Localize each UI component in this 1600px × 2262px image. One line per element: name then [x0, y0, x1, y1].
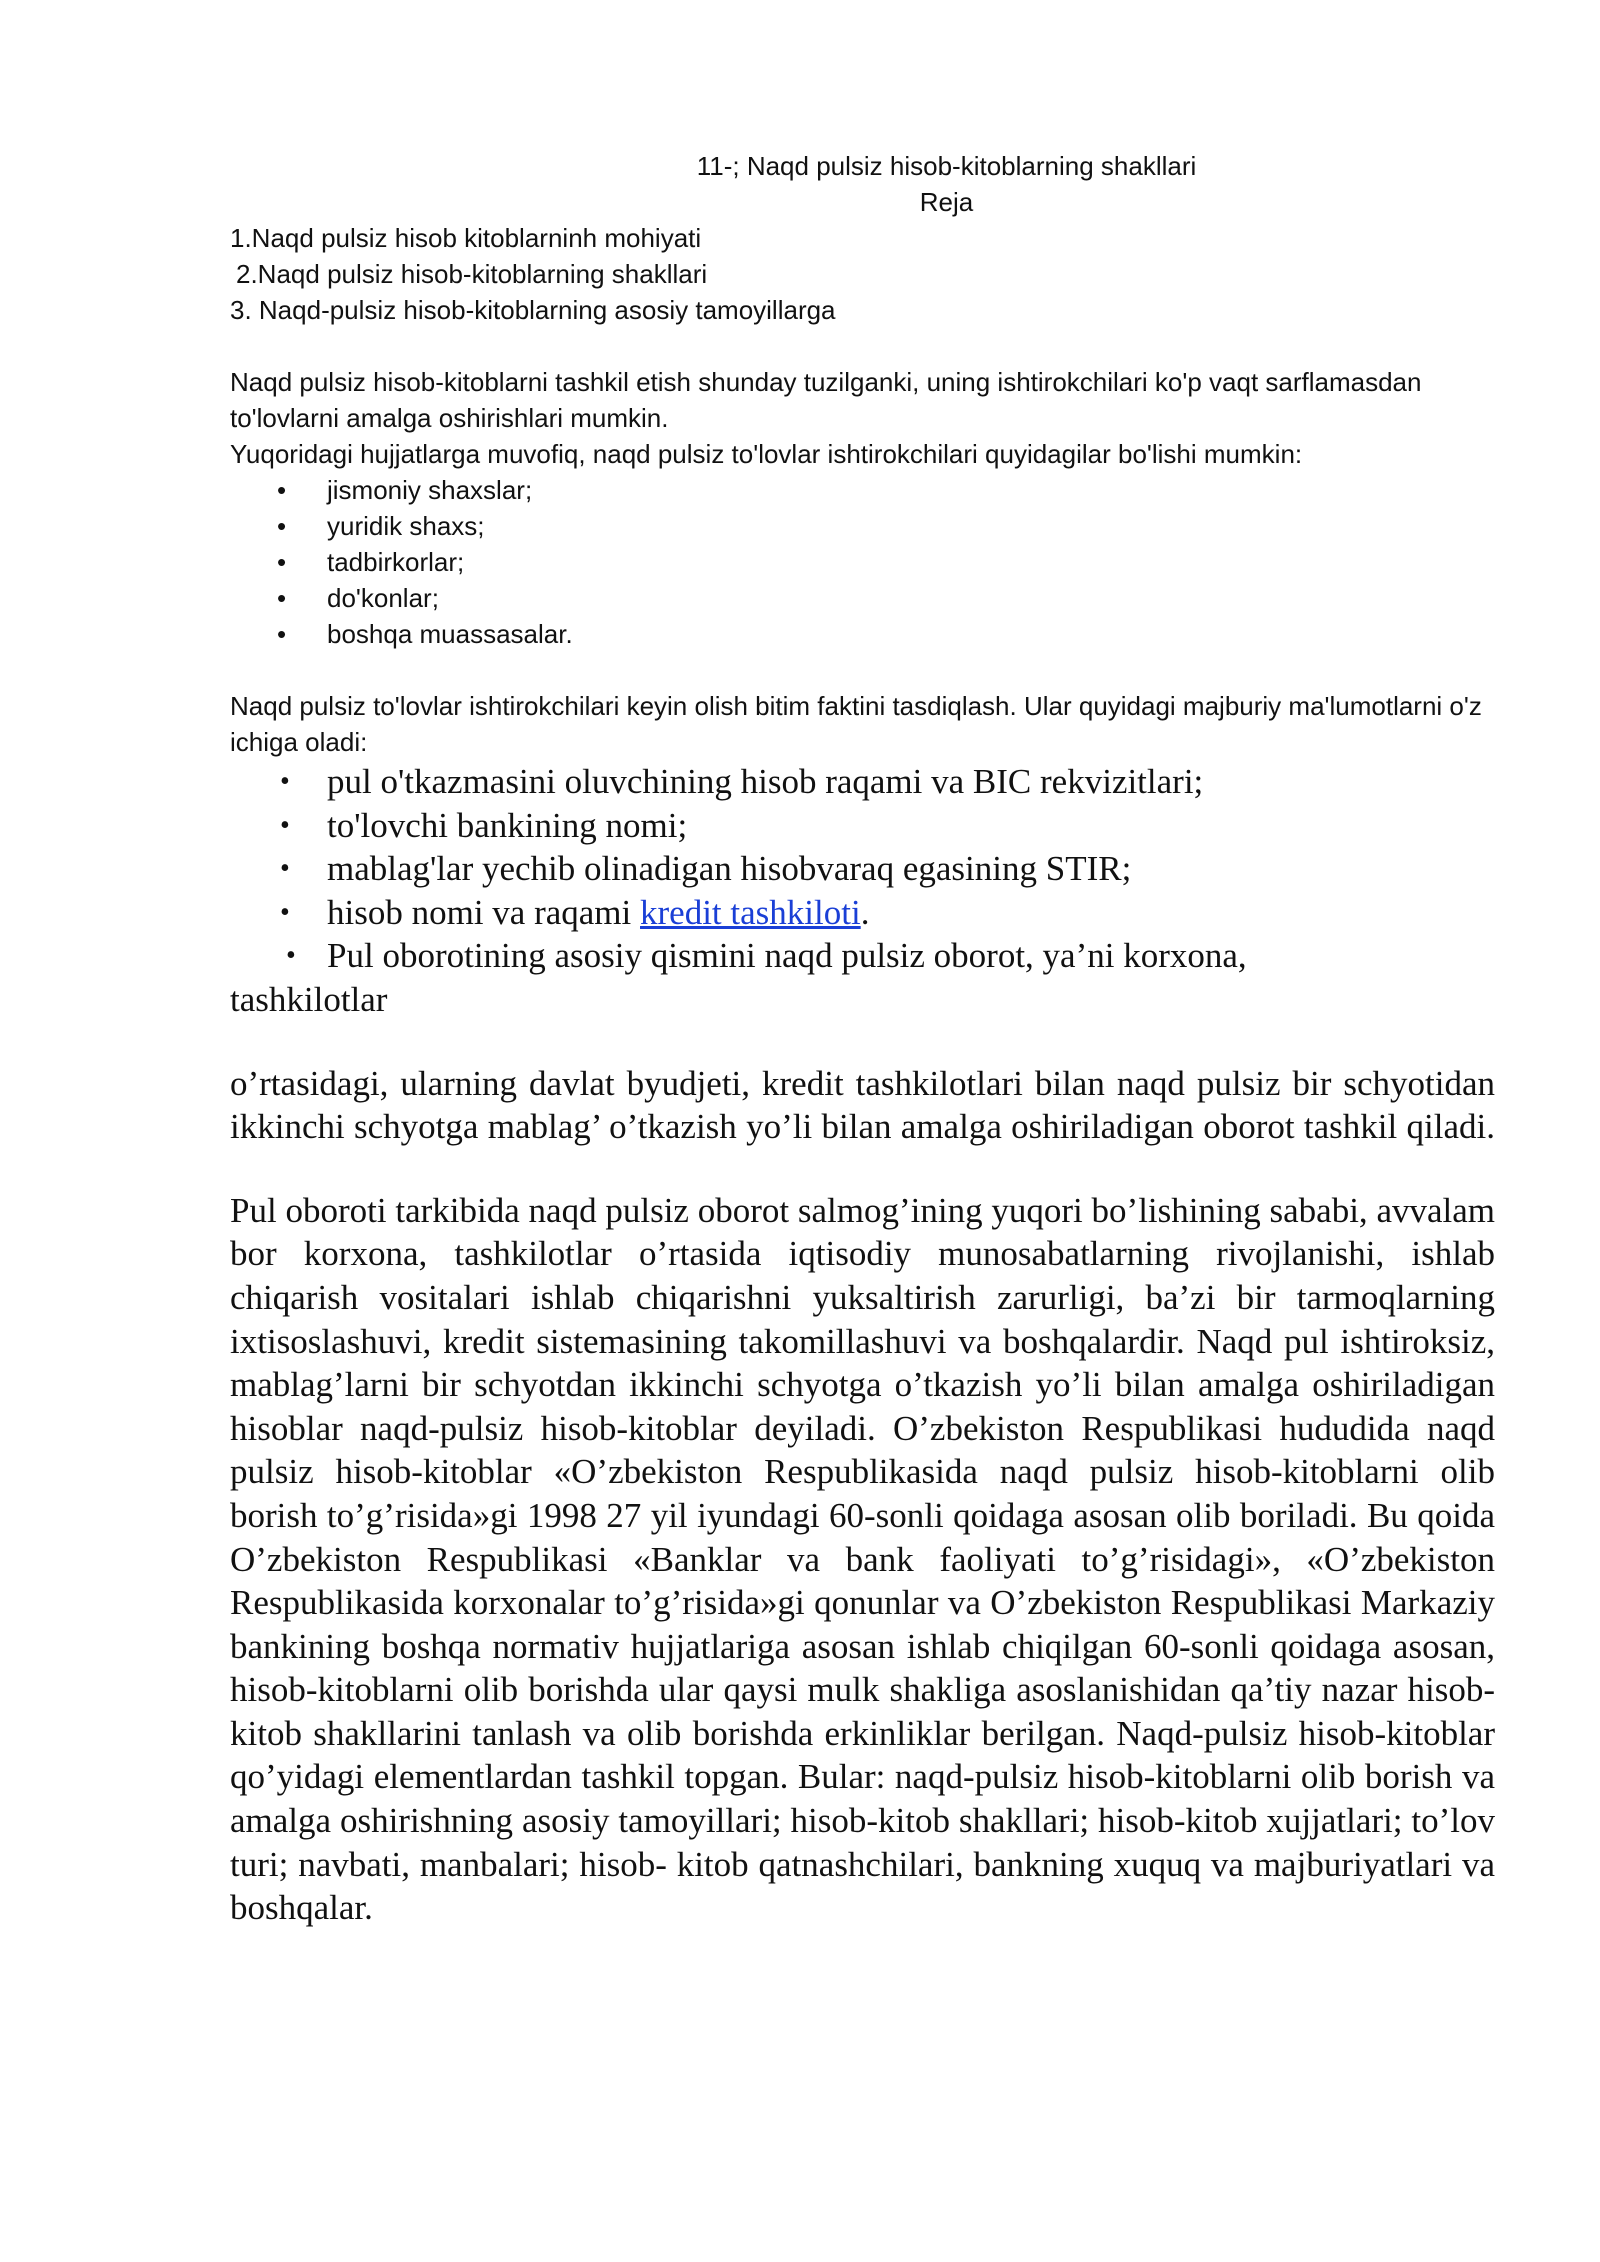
list-item: • boshqa muassasalar.	[230, 616, 1495, 652]
list-item-suffix: .	[860, 892, 870, 932]
participants-list	[230, 472, 1495, 652]
list-item: • do'konlar;	[230, 580, 1495, 616]
plan-item: 3. Naqd-pulsiz hisob-kitoblarning asosiy tamoyillarga	[230, 295, 836, 325]
list-item: • tadbirkorlar;	[230, 544, 1495, 580]
list-item: • mablag'lar yechib olinadigan hisobvaraq egasining STIR;	[230, 847, 1495, 891]
body-paragraph-1: o’rtasidagi, ularning davlat byudjeti, kredit tashkilotlari bilan naqd pulsiz bir schyotidan ikkinchi schyotga mablag’ o’tkazish yo’li bilan amalga oshiriladigan oborot tashkil qiladi.	[230, 1063, 1495, 1147]
intro-paragraph: Naqd pulsiz hisob-kitoblarni tashkil etish shunday tuzilganki, uning ishtirokchilari ko'p vaqt sarflamasdan to'lovlarni amalga oshirishlari mumkin.	[230, 367, 1422, 433]
body-paragraph-2: Pul oboroti tarkibida naqd pulsiz oborot salmog’ining yuqori bo’lishining sababi, avvalam bor korxona, tashkilotlar o’rtasida iqtisodiy munosabatlarning rivojlanishi, ishlab chiqarish vositalari ishlab chiqarishni yuksaltirish zarurligi, ba’zi bir tarmoqlarning ixtisoslashuvi, kredit sistemasining takomillashuvi va boshqalardir. Naqd pul ishtiroksiz, mablag’larni bir schyotdan ikkinchi schyotga o’tkazish yo’li bilan amalga oshiriladigan hisoblar naqd-pulsiz hisob-kitoblar deyiladi. O’zbekiston Respublikasi hududida naqd pulsiz hisob-kitoblar «O’zbekiston Respublikasida naqd pulsiz hisob-kitoblarni olib borish to’g’risida»gi 1998 27 yil iyundagi 60-sonli qoidaga asosan olib boriladi. Bu qoida O’zbekiston Respublikasi «Banklar va bank faoliyati to’g’risidagi», «O’zbekiston Respublikasida korxonalar to’g’risida»gi qonunlar va O’zbekiston Respublikasi Markaziy bankining boshqa normativ hujjatlariga asosan ishlab chiqilgan 60-sonli qoidaga asosan, hisob-kitoblarni olib borishda ular qaysi mulk shakliga asoslanishidan qa’tiy nazar hisob-kitob shakllarini tanlash va olib borishda erkinliklar berilgan. Naqd-pulsiz hisob-kitoblar qo’yidagi elementlardan tashkil topgan. Bular: naqd-pulsiz hisob-kitoblarni olib borish va amalga oshirishning asosiy tamoyillari; hisob-kitob shakllari; hisob-kitob xujjatlari; to’lov turi; navbati, manbalari; hisob- kitob qatnashchilari, bankning xuquq va majburiyatlari va boshqalar.	[230, 1190, 1495, 1928]
confirmation-paragraph: Naqd pulsiz to'lovlar ishtirokchilari keyin olish bitim faktini tasdiqlash. Ular quyidagi majburiy ma'lumotlarni o'z ichiga oladi:	[230, 691, 1482, 757]
list-item: • pul o'tkazmasini oluvchining hisob raqami va BIC rekvizitlari;	[230, 760, 1495, 804]
participants-intro: Yuqoridagi hujjatlarga muvofiq, naqd pulsiz to'lovlar ishtirokchilari quyidagilar bo'lishi mumkin:	[230, 439, 1303, 469]
pul-oboroti-line: • Pul oborotining asosiy qismini naqd pulsiz oborot, ya’ni korxona,	[230, 934, 1495, 978]
plan-item: 2.Naqd pulsiz hisob-kitoblarning shakllari	[236, 259, 708, 289]
list-item: • to'lovchi bankining nomi;	[230, 804, 1495, 848]
required-info-list	[230, 760, 1495, 934]
document-page	[230, 148, 1495, 1930]
plan-item: 1.Naqd pulsiz hisob kitoblarninh mohiyati	[230, 223, 702, 253]
document-title: 11-; Naqd pulsiz hisob-kitoblarning shakllari	[696, 151, 1197, 181]
list-item-text: hisob nomi va raqami	[327, 892, 641, 932]
credit-organization-link[interactable]: kredit tashkiloti	[640, 892, 861, 932]
pul-oboroti-continuation: tashkilotlar	[230, 979, 388, 1019]
plan-heading: Reja	[919, 187, 974, 217]
list-item: • jismoniy shaxslar;	[230, 472, 1495, 508]
list-item	[230, 891, 1495, 935]
list-item: • yuridik shaxs;	[230, 508, 1495, 544]
plan-list	[230, 220, 1495, 328]
